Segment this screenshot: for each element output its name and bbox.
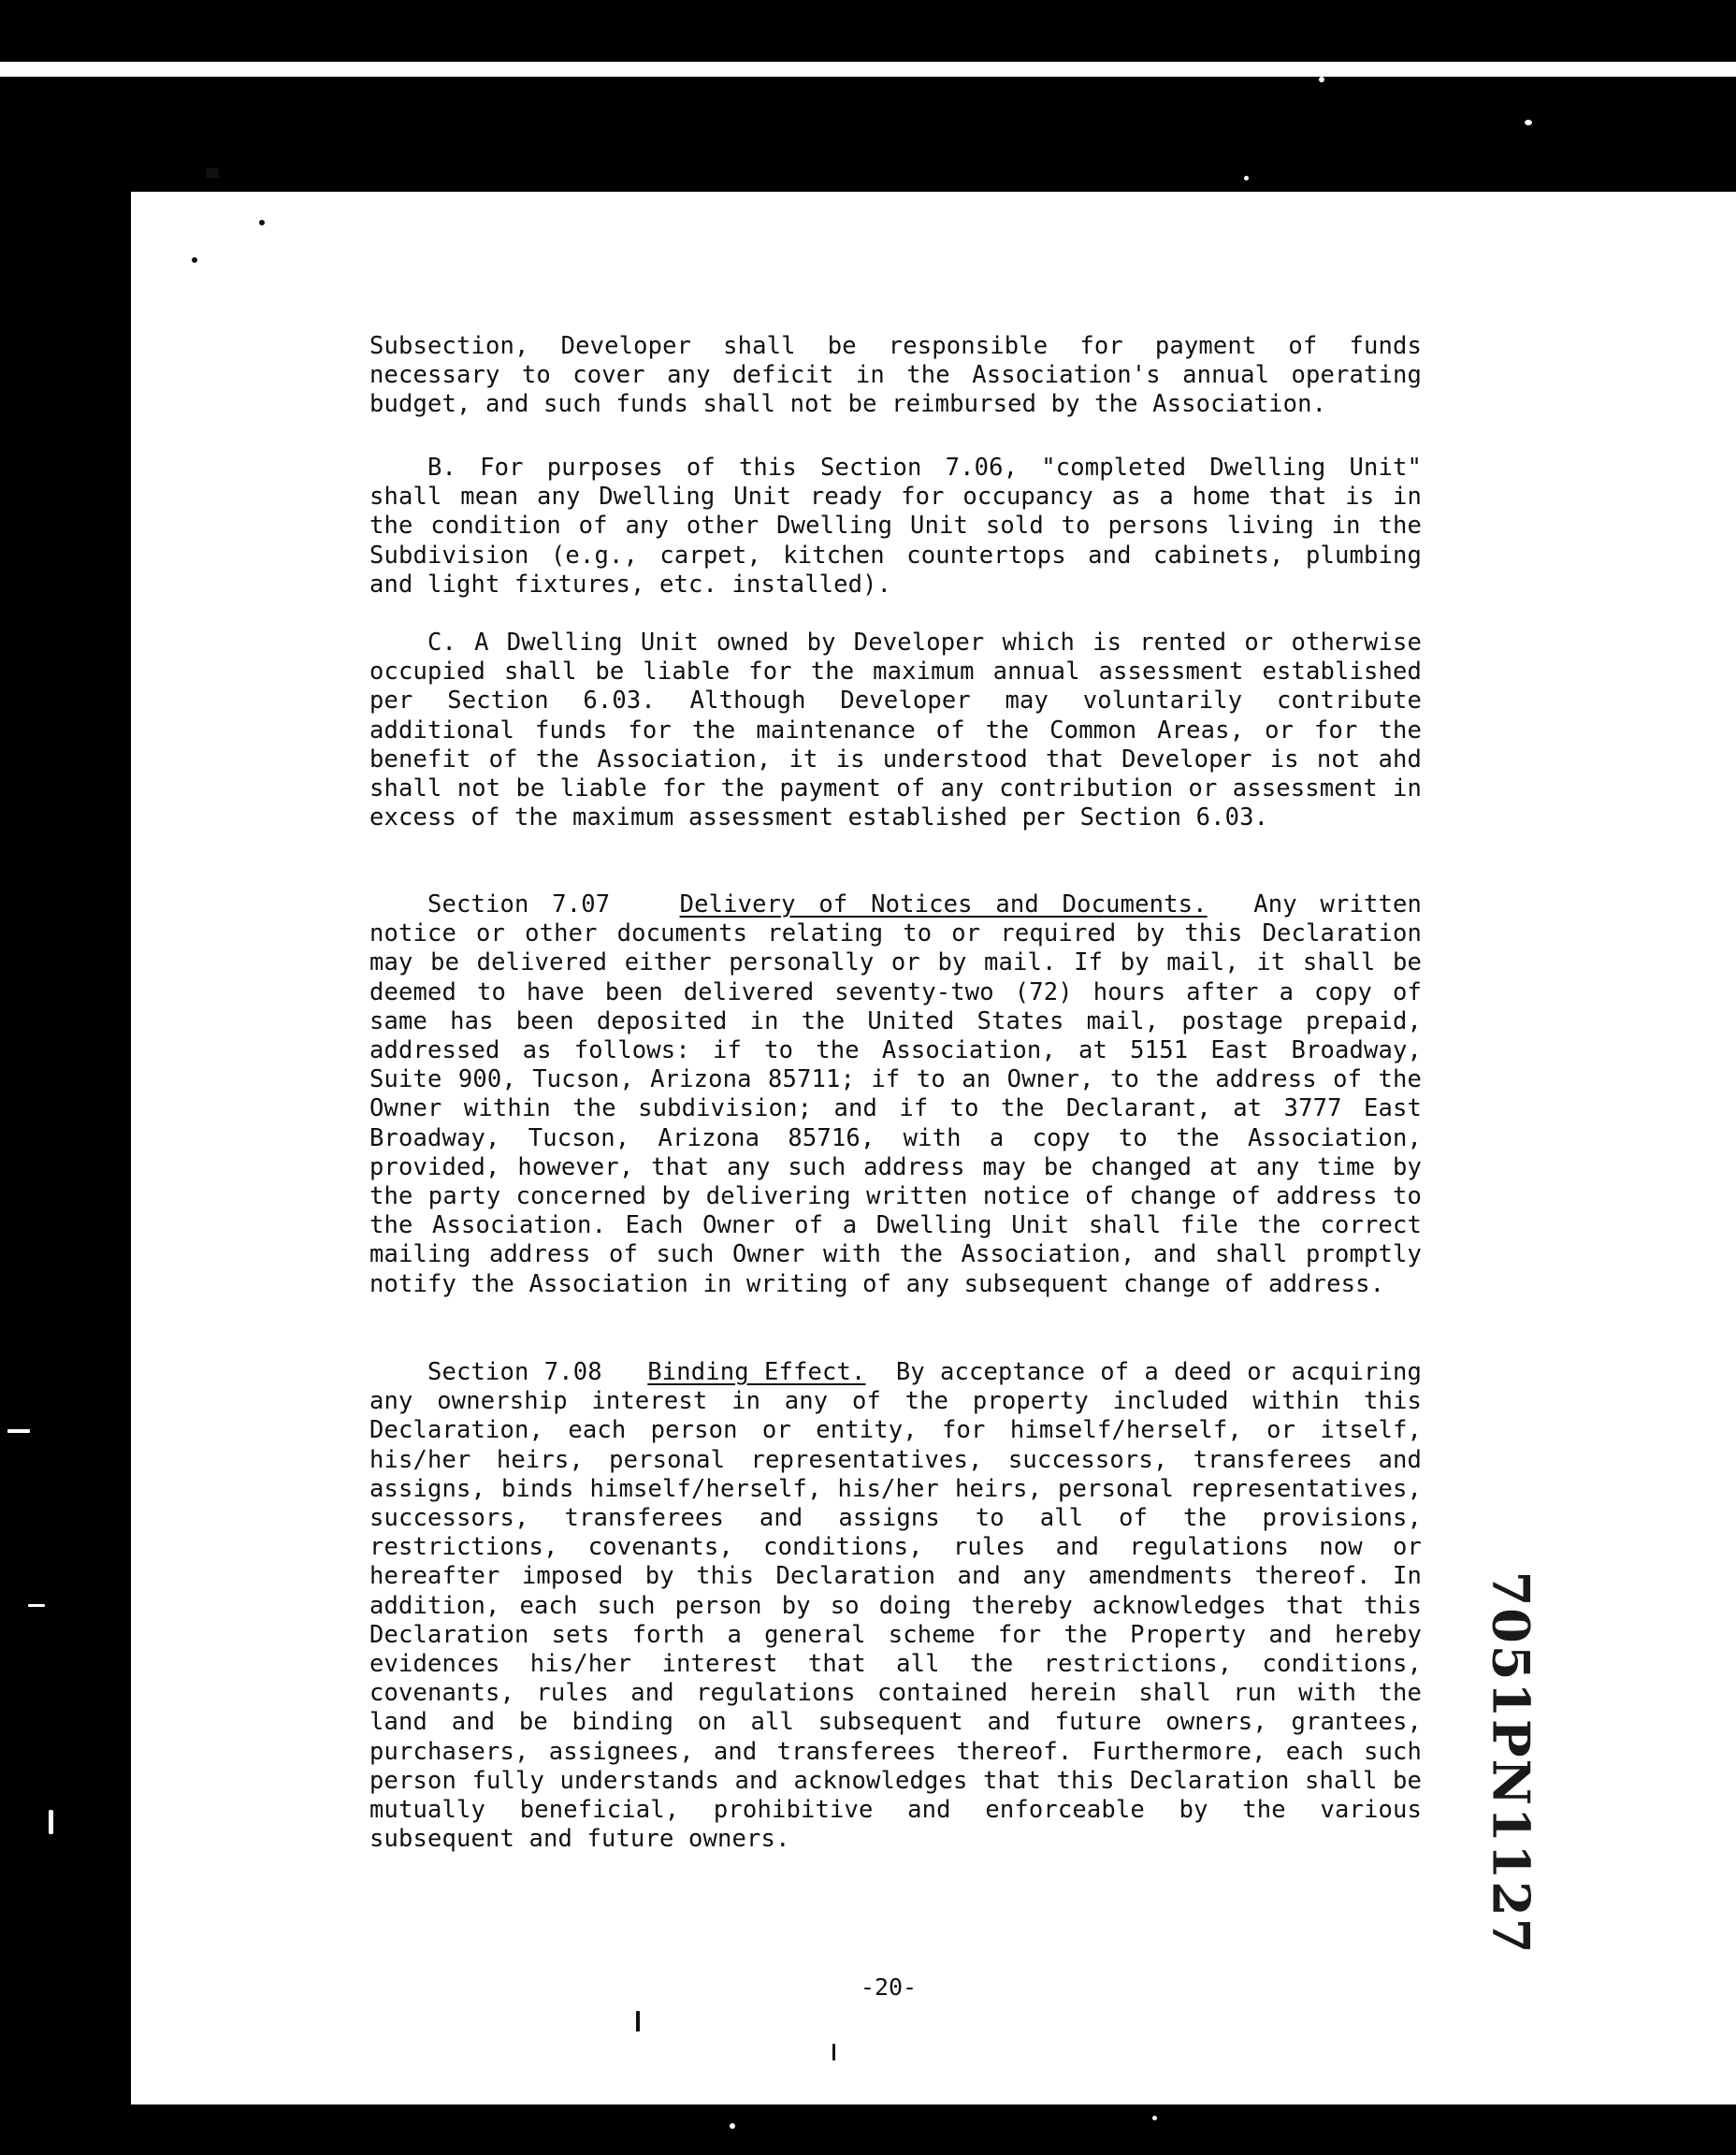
section-7-07-heading: Delivery of Notices and Documents. — [679, 890, 1208, 918]
scan-speck — [1319, 77, 1324, 82]
section-7-08-block — [369, 1358, 1422, 1854]
recording-stamp-text: 7051PN1127 — [1481, 1570, 1541, 1956]
clause-c-block — [369, 629, 1422, 832]
page-number: -20- — [860, 1974, 918, 2001]
scan-speck — [49, 1810, 53, 1834]
scan-speck — [1244, 176, 1249, 181]
section-7-07-number: Section 7.07 — [427, 890, 611, 918]
scan-speck — [259, 220, 265, 225]
scan-speck — [28, 1604, 45, 1607]
section-7-08-paragraph — [369, 1358, 1422, 1854]
scan-speck — [192, 257, 197, 263]
section-7-07-text: Any written notice or other documents relating to or required by this Declaration may be delivered either personally or by mail. If by mail, it shall be deemed to have been delivered seventy-two (72) hours after a copy of same has been deposited in the United States mail, postage prepaid, addressed as follows: if to the Association, at 5151 East Broadway, Suite 900, Tucson, Arizona 85711; if to an Owner, to the address of the Owner within the subdivision; and if to the Declarant, at 3777 East Broadway, Tucson, Arizona 85716, with a copy to the Association, provided, however, that any such address may be changed at any time by the party concerned by delivering written notice of change of address to the Association. Each Owner of a Dwelling Unit shall file the correct mailing address of such Owner with the Association, and shall promptly notify the Association in writing of any subsequent change of address. — [369, 890, 1423, 1298]
scan-speck — [636, 2011, 640, 2032]
paragraph-clause-b: B. For purposes of this Section 7.06, "completed Dwelling Unit" shall mean any Dwelling Unit ready for occupancy as a home that is in the condition of any other Dwelling Unit sold to persons living in the Subdivision (e.g., carpet, kitchen countertops and cabinets, plumbing and light fixtures, etc. installed). — [369, 454, 1422, 599]
scan-speck — [730, 2123, 735, 2129]
recording-stamp — [1481, 1570, 1541, 1956]
section-7-07-block — [369, 890, 1422, 1299]
document-body — [369, 332, 1422, 420]
paragraph-clause-c: C. A Dwelling Unit owned by Developer which is rented or otherwise occupied shall be liable for the maximum annual assessment established per Section 6.03. Although Developer may voluntarily contribute additional funds for the maintenance of the Common Areas, or for the benefit of the Association, it is understood that Developer is not ahd shall not be liable for the payment of any contribution or assessment in excess of the maximum assessment established per Section 6.03. — [369, 629, 1422, 832]
scan-speck — [206, 168, 219, 178]
scan-speck — [1152, 2116, 1157, 2120]
section-7-07-paragraph — [369, 890, 1422, 1299]
scan-speck — [7, 1429, 30, 1433]
paragraph-continuation: Subsection, Developer shall be responsible for payment of funds necessary to cover any deficit in the Association's annual operating budget, and such funds shall not be reimbursed by the Association. — [369, 332, 1422, 419]
scan-header-shadow — [0, 77, 1736, 148]
scan-speck — [1525, 120, 1532, 125]
scan-speck — [1710, 412, 1721, 414]
section-7-08-number: Section 7.08 — [427, 1358, 602, 1386]
scan-speck — [832, 2044, 835, 2061]
section-7-08-text: By acceptance of a deed or acquiring any ownership interest in any of the property included within this Declaration, each person or entity, for himself/herself, or itself, his/her heirs, personal representatives, successors, transferees and assigns, binds himself/herself, his/her heirs, personal representatives, successors, transferees and assigns to all of the provisions, restrictions, covenants, conditions, rules and regulations now or hereafter imposed by this Declaration and any amendments thereof. In addition, each such person by so doing thereby acknowledges that this Declaration sets forth a general scheme for the Property and hereby evidences his/her interest that all the restrictions, conditions, covenants, rules and regulations contained herein shall run with the land and be binding on all subsequent and future owners, grantees, purchasers, assignees, and transferees thereof. Furthermore, each such person fully understands and acknowledges that this Declaration shall be mutually beneficial, prohibitive and enforceable by the various subsequent and future owners. — [369, 1358, 1422, 1854]
clause-b-block — [369, 454, 1422, 600]
section-7-08-heading: Binding Effect. — [647, 1358, 866, 1386]
